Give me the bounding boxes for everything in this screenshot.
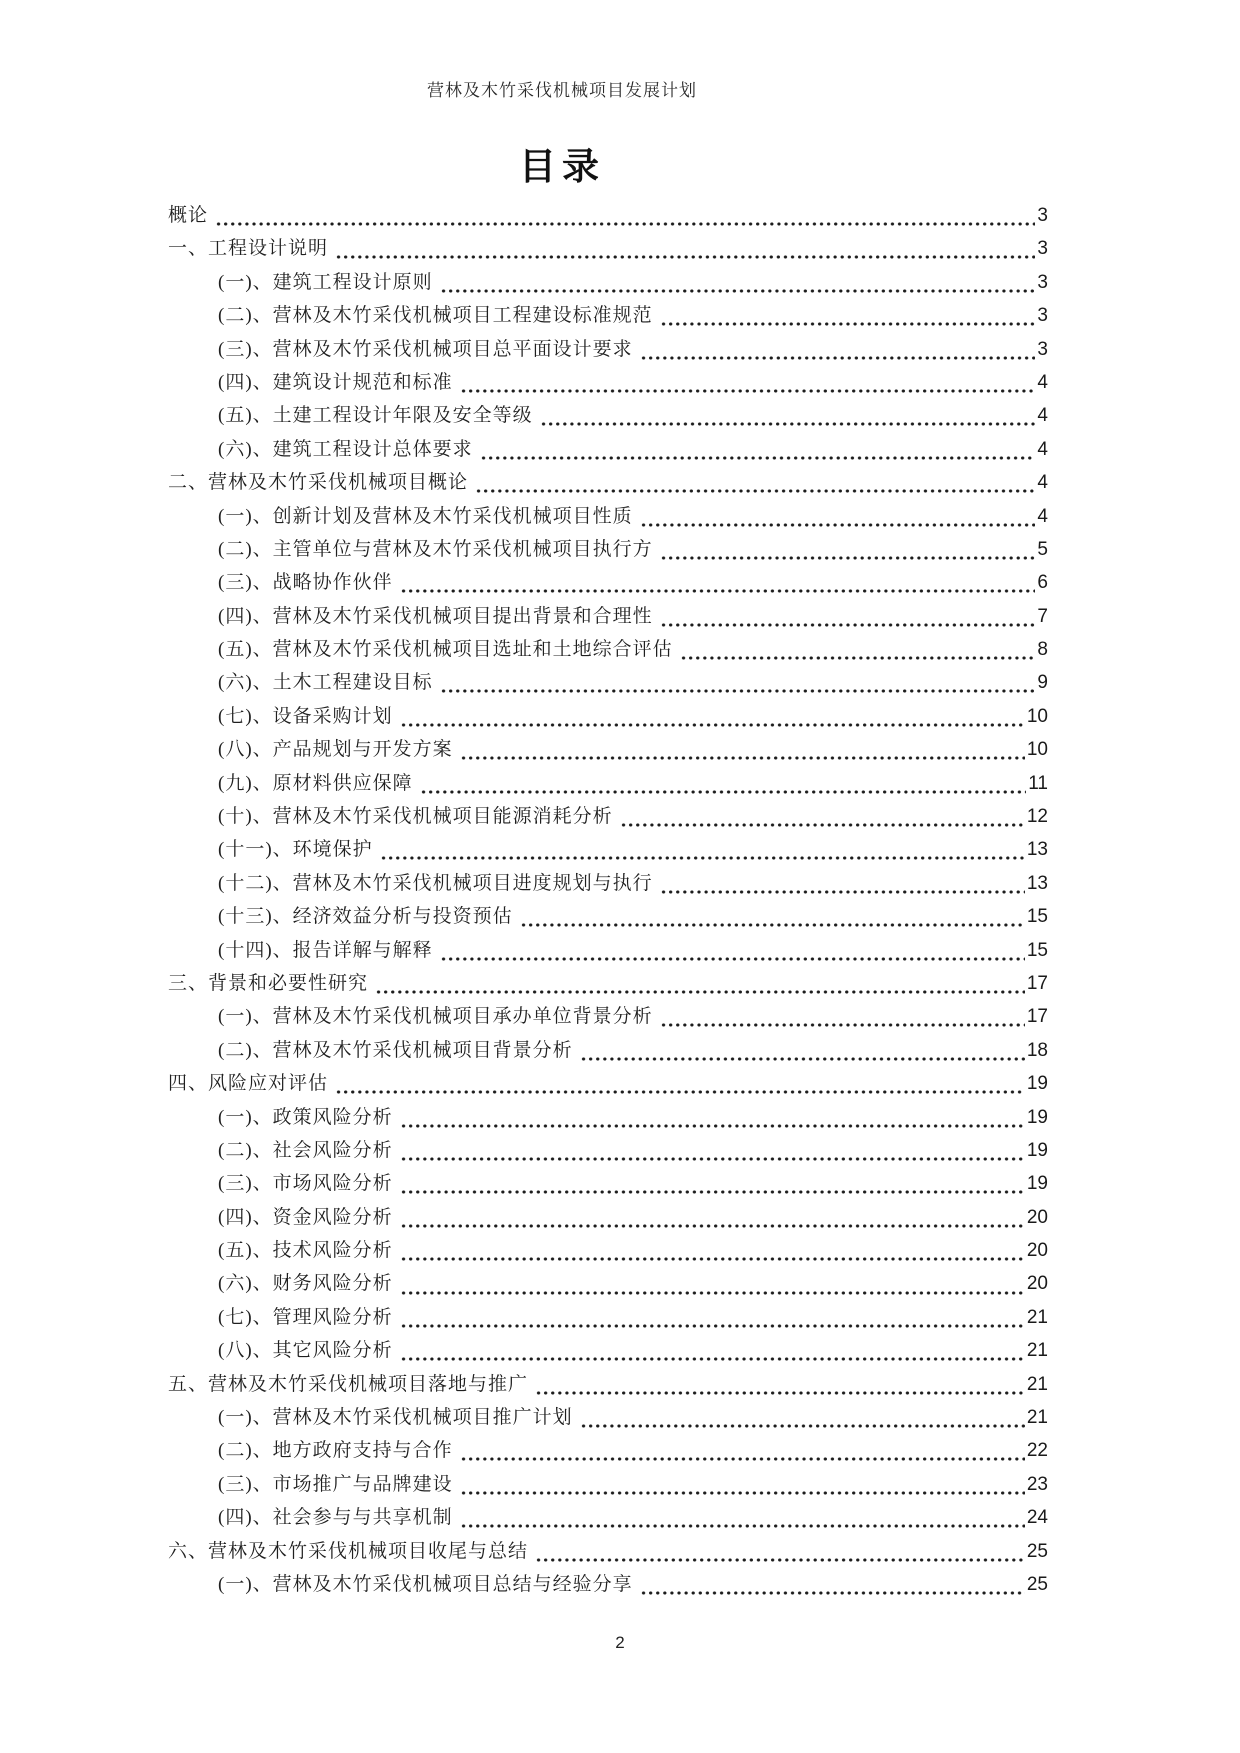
toc-leader-dots [400, 1201, 1025, 1234]
toc-entry-label: (一)、营林及木竹采伐机械项目总结与经验分享 [218, 1574, 633, 1595]
toc-page-number: 20 [1026, 1240, 1048, 1262]
toc-page-number: 15 [1026, 906, 1048, 928]
page-title: 目录 [519, 147, 605, 188]
toc-entry[interactable] [168, 700, 1048, 733]
toc-page-number: 12 [1026, 806, 1048, 828]
toc-entry[interactable] [168, 232, 1048, 265]
toc-page-number: 3 [1037, 271, 1048, 293]
toc-page-number: 4 [1037, 371, 1048, 393]
toc-leader-dots [400, 700, 1025, 733]
toc-entry-label: (二)、营林及木竹采伐机械项目工程建设标准规范 [218, 305, 653, 327]
toc-entry[interactable] [168, 1301, 1048, 1334]
toc-page-number: 20 [1026, 1273, 1048, 1295]
toc-page-number: 22 [1026, 1440, 1048, 1462]
toc-entry-label: 三、背景和必要性研究 [168, 972, 369, 994]
toc-entry-label: (一)、建筑工程设计原则 [218, 271, 433, 293]
toc-entry[interactable] [168, 1234, 1048, 1267]
toc-entry[interactable] [168, 366, 1048, 399]
toc-entry-label: (二)、社会风险分析 [218, 1139, 393, 1161]
toc-page-number: 4 [1037, 472, 1048, 494]
toc-entry[interactable] [168, 1268, 1048, 1301]
toc-entry[interactable] [168, 1167, 1048, 1200]
toc-entry[interactable] [168, 1468, 1048, 1501]
toc-entry-label: (二)、主管单位与营林及木竹采伐机械项目执行方 [218, 538, 653, 560]
toc-page-number: 9 [1037, 672, 1048, 694]
toc-entry[interactable] [168, 1334, 1048, 1367]
toc-entry-label: (十四)、报告详解与解释 [218, 939, 433, 961]
toc-leader-dots [660, 600, 1036, 633]
toc-leader-dots [400, 1101, 1025, 1134]
toc-entry[interactable] [168, 533, 1048, 566]
toc-page-number: 19 [1026, 1139, 1048, 1161]
toc-page-number: 19 [1026, 1173, 1048, 1195]
toc-entry[interactable] [168, 1034, 1048, 1067]
toc-entry-label: (七)、管理风险分析 [218, 1306, 393, 1328]
toc-leader-dots [380, 833, 1025, 866]
toc-entry[interactable] [168, 867, 1048, 900]
toc-page-number: 3 [1037, 204, 1048, 226]
toc-page-number: 25 [1026, 1540, 1048, 1562]
toc-page-number: 20 [1026, 1206, 1048, 1228]
toc-page-number: 11 [1028, 772, 1048, 794]
toc-leader-dots [400, 1234, 1025, 1267]
toc-entry-label: (一)、营林及木竹采伐机械项目推广计划 [218, 1407, 573, 1429]
toc-leader-dots [215, 199, 1035, 232]
toc-entry[interactable] [168, 1101, 1048, 1134]
toc-leader-dots [520, 900, 1025, 933]
toc-page-number: 18 [1026, 1039, 1048, 1061]
toc-entry-label: 一、工程设计说明 [168, 238, 329, 260]
page-header-text: 营林及木竹采伐机械项目发展计划 [427, 81, 697, 100]
toc-entry[interactable] [168, 199, 1048, 232]
toc-leader-dots [460, 366, 1036, 399]
toc-entry-label: (三)、市场风险分析 [218, 1173, 393, 1195]
toc-entry[interactable] [168, 733, 1048, 766]
toc-entry-label: (九)、原材料供应保障 [218, 772, 413, 794]
toc-leader-dots [660, 299, 1036, 332]
toc-page-number: 23 [1026, 1473, 1048, 1495]
toc-list [168, 199, 1048, 1601]
toc-leader-dots [660, 867, 1025, 900]
toc-entry[interactable] [168, 466, 1048, 499]
toc-entry-label: (五)、营林及木竹采伐机械项目选址和土地综合评估 [218, 639, 673, 661]
toc-entry[interactable] [168, 566, 1048, 599]
toc-page-number: 3 [1037, 338, 1048, 360]
toc-leader-dots [400, 1334, 1025, 1367]
toc-entry[interactable] [168, 1501, 1048, 1534]
toc-page-number: 21 [1026, 1373, 1048, 1395]
toc-page-number: 17 [1026, 972, 1048, 994]
toc-entry-label: (十二)、营林及木竹采伐机械项目进度规划与执行 [218, 872, 653, 894]
toc-entry[interactable] [168, 900, 1048, 933]
toc-leader-dots [400, 1268, 1025, 1301]
toc-entry[interactable] [168, 299, 1048, 332]
toc-entry-label: (二)、地方政府支持与合作 [218, 1440, 453, 1462]
toc-entry-label: (四)、营林及木竹采伐机械项目提出背景和合理性 [218, 605, 653, 627]
toc-leader-dots [400, 1167, 1025, 1200]
toc-entry-label: 六、营林及木竹采伐机械项目收尾与总结 [168, 1540, 529, 1562]
toc-page-number: 25 [1026, 1574, 1048, 1595]
toc-page-number: 19 [1026, 1106, 1048, 1128]
toc-entry[interactable] [168, 1134, 1048, 1167]
toc-entry-label: (六)、财务风险分析 [218, 1273, 393, 1295]
toc-page-number: 3 [1037, 238, 1048, 260]
toc-entry-label: (二)、营林及木竹采伐机械项目背景分析 [218, 1039, 573, 1061]
toc-entry[interactable] [168, 833, 1048, 866]
toc-entry-label: (八)、其它风险分析 [218, 1340, 393, 1362]
toc-entry[interactable] [168, 433, 1048, 466]
toc-entry-label: 二、营林及木竹采伐机械项目概论 [168, 472, 469, 494]
toc-entry[interactable] [168, 500, 1048, 533]
toc-entry[interactable] [168, 399, 1048, 432]
toc-page-number: 5 [1037, 538, 1048, 560]
toc-entry[interactable] [168, 1067, 1048, 1100]
toc-entry-label: (一)、政策风险分析 [218, 1106, 393, 1128]
toc-leader-dots [335, 232, 1035, 265]
toc-entry-label: (六)、土木工程建设目标 [218, 672, 433, 694]
toc-entry[interactable] [168, 1535, 1048, 1568]
toc-entry[interactable] [168, 633, 1048, 666]
toc-entry-label: (一)、营林及木竹采伐机械项目承办单位背景分析 [218, 1006, 653, 1028]
toc-entry-label: (三)、战略协作伙伴 [218, 572, 393, 594]
toc-leader-dots [535, 1535, 1025, 1568]
toc-leader-dots [460, 1501, 1025, 1534]
toc-page-number: 24 [1026, 1507, 1048, 1529]
toc-entry[interactable] [168, 1368, 1048, 1401]
toc-leader-dots [400, 1301, 1025, 1334]
toc-leader-dots [460, 733, 1025, 766]
toc-entry[interactable] [168, 266, 1048, 299]
toc-page-number: 21 [1026, 1306, 1048, 1328]
toc-entry[interactable] [168, 1000, 1048, 1033]
toc-entry-label: 概论 [168, 204, 209, 226]
toc-entry[interactable] [168, 800, 1048, 833]
toc-leader-dots [640, 333, 1036, 366]
toc-entry-label: 五、营林及木竹采伐机械项目落地与推广 [168, 1373, 529, 1395]
toc-leader-dots [620, 800, 1025, 833]
toc-leader-dots [335, 1067, 1025, 1100]
toc-entry[interactable] [168, 934, 1048, 967]
toc-entry-label: (三)、营林及木竹采伐机械项目总平面设计要求 [218, 338, 633, 360]
toc-leader-dots [640, 500, 1036, 533]
toc-page-number: 15 [1026, 939, 1048, 961]
toc-entry-label: (四)、资金风险分析 [218, 1206, 393, 1228]
toc-entry[interactable] [168, 1401, 1048, 1434]
toc-leader-dots [460, 1468, 1025, 1501]
toc-entry[interactable] [168, 967, 1048, 1000]
toc-entry-label: 四、风险应对评估 [168, 1073, 329, 1095]
toc-entry[interactable] [168, 1434, 1048, 1467]
toc-entry-label: (十一)、环境保护 [218, 839, 373, 861]
toc-entry-label: (十三)、经济效益分析与投资预估 [218, 906, 513, 928]
toc-entry-label: (四)、社会参与与共享机制 [218, 1507, 453, 1529]
toc-page-number: 13 [1026, 839, 1048, 861]
toc-page-number: 19 [1026, 1073, 1048, 1095]
footer-page-number: 2 [615, 1633, 625, 1652]
toc-leader-dots [420, 767, 1027, 800]
toc-leader-dots [535, 1368, 1025, 1401]
toc-page-number: 4 [1037, 505, 1048, 527]
toc-leader-dots [440, 266, 1036, 299]
toc-page-number: 17 [1026, 1006, 1048, 1028]
toc-leader-dots [640, 1568, 1025, 1601]
toc-entry-label: (五)、技术风险分析 [218, 1240, 393, 1262]
toc-page-number: 8 [1037, 639, 1048, 661]
toc-page-number: 13 [1026, 872, 1048, 894]
toc-entry[interactable] [168, 333, 1048, 366]
toc-leader-dots [475, 466, 1035, 499]
toc-leader-dots [400, 566, 1036, 599]
toc-page-number: 7 [1037, 605, 1048, 627]
toc-entry[interactable] [168, 1201, 1048, 1234]
toc-entry-label: (一)、创新计划及营林及木竹采伐机械项目性质 [218, 505, 633, 527]
toc-leader-dots [680, 633, 1036, 666]
toc-entry[interactable] [168, 767, 1048, 800]
toc-leader-dots [440, 666, 1036, 699]
toc-entry-label: (四)、建筑设计规范和标准 [218, 371, 453, 393]
toc-entry[interactable] [168, 1568, 1048, 1601]
toc-page-number: 4 [1037, 405, 1048, 427]
toc-entry-label: (七)、设备采购计划 [218, 705, 393, 727]
toc-entry[interactable] [168, 666, 1048, 699]
toc-leader-dots [580, 1401, 1025, 1434]
toc-leader-dots [400, 1134, 1025, 1167]
toc-page-number: 10 [1026, 739, 1048, 761]
toc-leader-dots [460, 1434, 1025, 1467]
toc-entry-label: (十)、营林及木竹采伐机械项目能源消耗分析 [218, 806, 613, 828]
toc-leader-dots [480, 433, 1036, 466]
toc-page-number: 21 [1026, 1407, 1048, 1429]
toc-page-number: 3 [1037, 305, 1048, 327]
toc-page-number: 21 [1026, 1340, 1048, 1362]
toc-entry-label: (六)、建筑工程设计总体要求 [218, 438, 473, 460]
toc-leader-dots [660, 533, 1036, 566]
toc-entry-label: (五)、土建工程设计年限及安全等级 [218, 405, 533, 427]
toc-entry-label: (八)、产品规划与开发方案 [218, 739, 453, 761]
toc-leader-dots [580, 1034, 1025, 1067]
toc-leader-dots [660, 1000, 1025, 1033]
toc-page-number: 6 [1037, 572, 1048, 594]
toc-entry-label: (三)、市场推广与品牌建设 [218, 1473, 453, 1495]
toc-leader-dots [375, 967, 1025, 1000]
toc-leader-dots [540, 399, 1036, 432]
toc-page-number: 10 [1026, 705, 1048, 727]
toc-page-number: 4 [1037, 438, 1048, 460]
toc-leader-dots [440, 934, 1025, 967]
toc-entry[interactable] [168, 600, 1048, 633]
